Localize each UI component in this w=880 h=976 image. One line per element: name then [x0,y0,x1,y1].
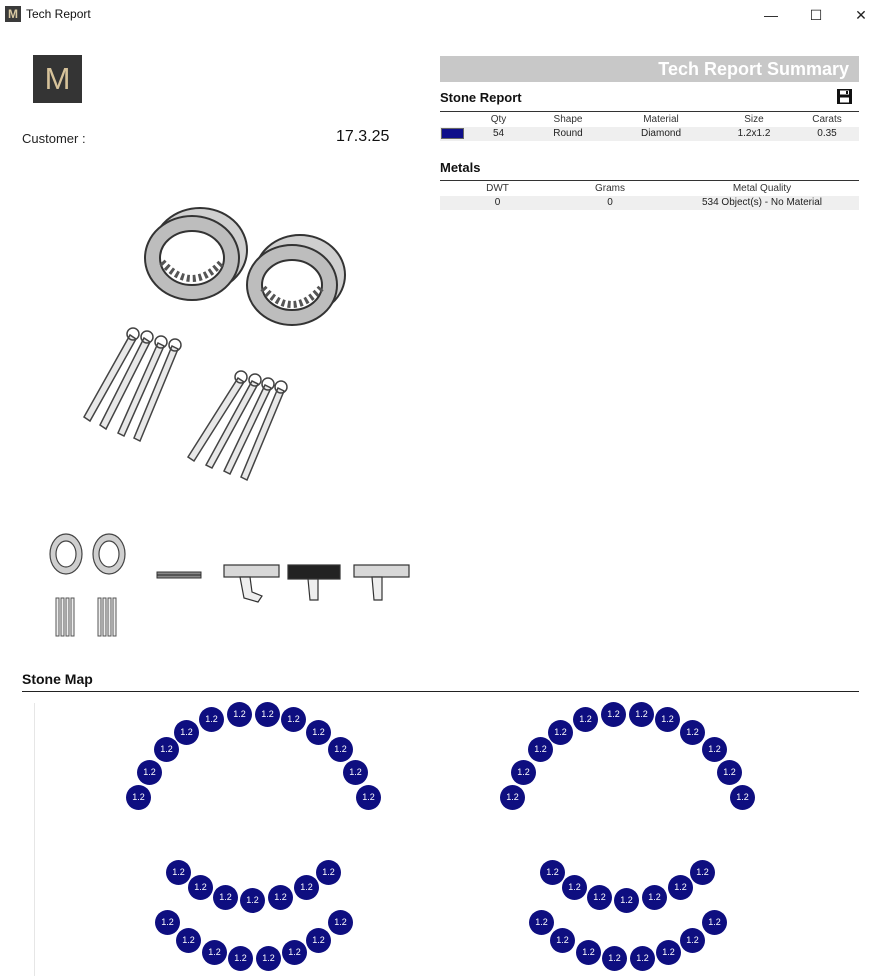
column-header [440,112,470,127]
carats-cell: 0.35 [795,127,859,141]
shape-cell: Round [527,127,609,141]
stone-marker: 1.2 [642,885,667,910]
summary-title: Tech Report Summary [658,59,849,79]
material-cell: Diamond [609,127,713,141]
company-logo [33,55,82,103]
qty-cell: 54 [470,127,527,141]
stone-map-title: Stone Map [22,671,93,687]
stone-marker: 1.2 [174,720,199,745]
window-titlebar [0,0,880,30]
column-header-carats: Carats [795,112,859,127]
maximize-button[interactable]: ☐ [809,7,823,23]
logo-letter: M [44,61,71,96]
stone-map-divider [22,691,859,692]
stone-marker: 1.2 [306,928,331,953]
metals-header-row [440,181,859,196]
stone-marker: 1.2 [717,760,742,785]
customer-label: Customer : [22,131,86,146]
stone-marker: 1.2 [281,707,306,732]
column-header-size: Size [713,112,795,127]
stone-marker: 1.2 [282,940,307,965]
stone-marker: 1.2 [656,940,681,965]
stone-color-cell [440,127,470,141]
stone-marker: 1.2 [690,860,715,885]
size-cell: 1.2x1.2 [713,127,795,141]
stone-marker: 1.2 [137,760,162,785]
stone-marker: 1.2 [500,785,525,810]
stone-marker: 1.2 [540,860,565,885]
stone-marker: 1.2 [202,940,227,965]
stone-marker: 1.2 [655,707,680,732]
stone-marker: 1.2 [702,737,727,762]
stone-marker: 1.2 [328,737,353,762]
app-icon: M [5,6,21,22]
stone-report-header-row [440,112,859,127]
metals-title: Metals [440,160,481,175]
stone-marker: 1.2 [126,785,151,810]
stone-marker: 1.2 [550,928,575,953]
stone-marker: 1.2 [227,702,252,727]
stone-marker: 1.2 [601,702,626,727]
stone-marker: 1.2 [255,702,280,727]
stone-marker: 1.2 [228,946,253,971]
column-header-material: Material [609,112,713,127]
stone-marker: 1.2 [294,875,319,900]
stone-marker: 1.2 [256,946,281,971]
stone-marker: 1.2 [548,720,573,745]
stone-marker: 1.2 [166,860,191,885]
stone-map-border [34,703,35,976]
stone-marker: 1.2 [629,702,654,727]
stone-marker: 1.2 [562,875,587,900]
stone-marker: 1.2 [316,860,341,885]
product-render-main [70,195,370,485]
stone-marker: 1.2 [680,720,705,745]
dwt-cell: 0 [440,196,555,210]
minimize-button[interactable]: — [764,7,778,23]
stone-marker: 1.2 [614,888,639,913]
stone-marker: 1.2 [573,707,598,732]
stone-marker: 1.2 [155,910,180,935]
stone-marker: 1.2 [199,707,224,732]
stone-marker: 1.2 [306,720,331,745]
stone-marker: 1.2 [343,760,368,785]
table-row [440,127,859,141]
window-title: Tech Report [26,7,91,21]
metals-table [440,180,859,210]
save-icon[interactable] [836,88,853,105]
metal-quality-cell: 534 Object(s) - No Material [665,196,859,210]
summary-header [440,56,859,82]
stone-color-swatch [441,128,464,139]
stone-marker: 1.2 [630,946,655,971]
table-row [440,196,859,210]
stone-marker: 1.2 [240,888,265,913]
stone-marker: 1.2 [356,785,381,810]
stone-marker: 1.2 [576,940,601,965]
stone-marker: 1.2 [668,875,693,900]
thumbnail-top-view [155,566,205,584]
stone-marker: 1.2 [602,946,627,971]
column-header-metal-quality: Metal Quality [665,181,859,196]
stone-marker: 1.2 [680,928,705,953]
stone-marker: 1.2 [154,737,179,762]
stone-marker: 1.2 [511,760,536,785]
stone-marker: 1.2 [528,737,553,762]
stone-marker: 1.2 [268,885,293,910]
stone-marker: 1.2 [176,928,201,953]
close-button[interactable]: ✕ [855,7,867,23]
stone-marker: 1.2 [702,910,727,935]
column-header-grams: Grams [555,181,665,196]
column-header-qty: Qty [470,112,527,127]
grams-cell: 0 [555,196,665,210]
column-header-shape: Shape [527,112,609,127]
stone-report-table [440,111,859,141]
column-header-dwt: DWT [440,181,555,196]
stone-report-title: Stone Report [440,90,522,105]
stone-marker: 1.2 [730,785,755,810]
stone-marker: 1.2 [328,910,353,935]
thumbnail-front-view [46,530,131,642]
stone-marker: 1.2 [213,885,238,910]
stone-marker: 1.2 [529,910,554,935]
report-date: 17.3.25 [336,128,390,145]
thumbnail-side-views [222,560,412,605]
stone-marker: 1.2 [188,875,213,900]
stone-marker: 1.2 [587,885,612,910]
